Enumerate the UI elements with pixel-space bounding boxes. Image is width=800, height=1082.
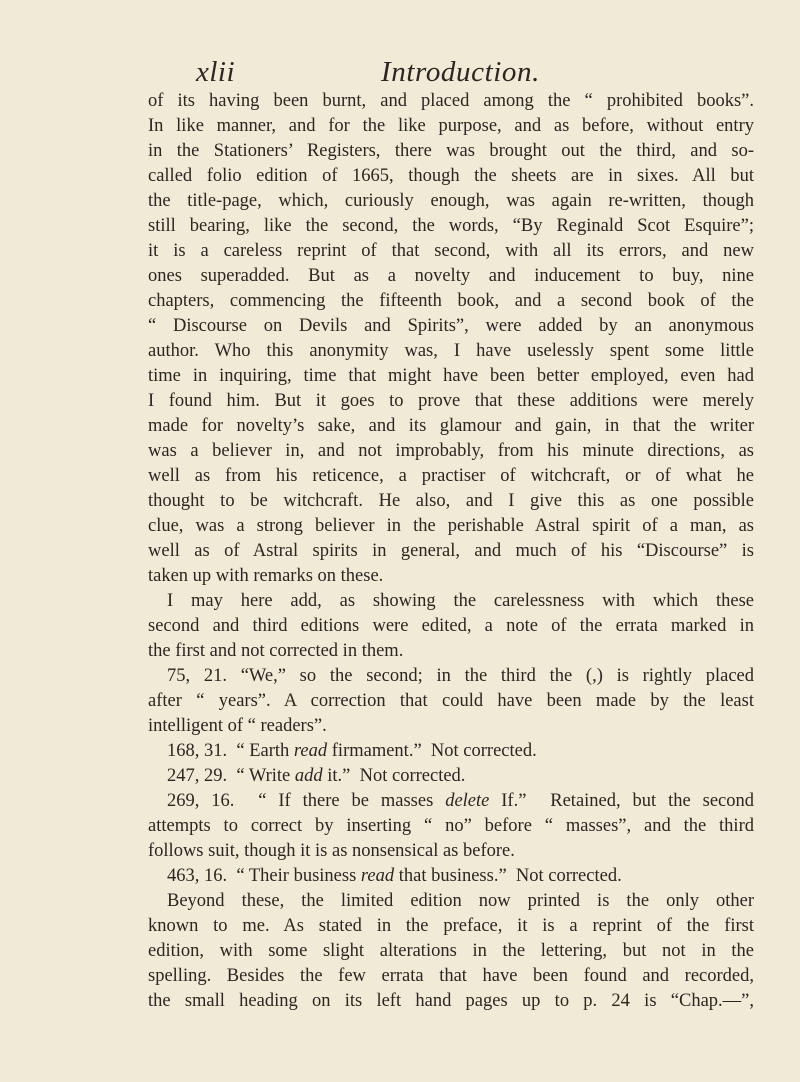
text-line: edition, with some slight alterations in the lettering, but not in the xyxy=(148,941,754,961)
text-line: time in inquiring, time that might have been better employed, even had xyxy=(148,366,754,386)
text-line: the first and not corrected in them. xyxy=(148,641,404,661)
text-line: called folio edition of 1665, though the sheets are in sixes. All but xyxy=(148,166,754,186)
text-line: author. Who this anonymity was, I have uselessly spent some little xyxy=(148,341,754,361)
erratum-247-29: 247, 29. “ Write add it.” Not corrected. xyxy=(167,766,466,786)
text-line: I found him. But it goes to prove that these additions were merely xyxy=(148,391,754,411)
text-line: intelligent of “ readers”. xyxy=(148,716,327,736)
text-line: well as of Astral spirits in general, and much of his “Discourse” is xyxy=(148,541,754,561)
text-line: in the Stationers’ Registers, there was brought out the third, and so- xyxy=(148,141,754,161)
text-line: well as from his reticence, a practiser of witchcraft, or of what he xyxy=(148,466,754,486)
erratum-463-16: 463, 16. “ Their business read that business.” Not corrected. xyxy=(167,866,622,886)
text-line: In like manner, and for the like purpose, and as before, without entry xyxy=(148,116,754,136)
text-line: after “ years”. A correction that could have been made by the least xyxy=(148,691,754,711)
page-number: xlii xyxy=(196,56,236,88)
text-line: taken up with remarks on these. xyxy=(148,566,384,586)
text-line: it is a careless reprint of that second, with all its errors, and new xyxy=(148,241,754,261)
text-line: thought to be witchcraft. He also, and I give this as one possible xyxy=(148,491,754,511)
text-line: was a believer in, and not improbably, from his minute directions, as xyxy=(148,441,754,461)
text-line: attempts to correct by inserting “ no” before “ masses”, and the third xyxy=(148,816,754,836)
text-line: I may here add, as showing the carelessness with which these xyxy=(167,591,754,611)
text-line: second and third editions were edited, a note of the errata marked in xyxy=(148,616,754,636)
text-line: still bearing, like the second, the words, “By Reginald Scot Esquire”; xyxy=(148,216,754,236)
text-line: spelling. Besides the few errata that have been found and recorded, xyxy=(148,966,754,986)
text-line: follows suit, though it is as nonsensical as before. xyxy=(148,841,515,861)
running-head: Introduction. xyxy=(381,56,540,88)
erratum-269-16: 269, 16. “ If there be masses delete If.” Retained, but the second xyxy=(167,791,754,811)
text-line: chapters, commencing the fifteenth book, and a second book of the xyxy=(148,291,754,311)
text-line: known to me. As stated in the preface, it is a reprint of the first xyxy=(148,916,754,936)
text-line: the small heading on its left hand pages up to p. 24 is “Chap.—”, xyxy=(148,991,754,1011)
text-line: Beyond these, the limited edition now printed is the only other xyxy=(167,891,754,911)
erratum-75-21: 75, 21. “We,” so the second; in the third the (,) is rightly placed xyxy=(167,666,754,686)
text-line: made for novelty’s sake, and its glamour and gain, in that the writer xyxy=(148,416,754,436)
text-line: ones superadded. But as a novelty and inducement to buy, nine xyxy=(148,266,754,286)
text-line: of its having been burnt, and placed among the “ prohibited books”. xyxy=(148,91,754,111)
text-line: the title-page, which, curiously enough, was again re-written, though xyxy=(148,191,754,211)
text-line: clue, was a strong believer in the perishable Astral spirit of a man, as xyxy=(148,516,754,536)
erratum-168-31: 168, 31. “ Earth read firmament.” Not corrected. xyxy=(167,741,537,761)
text-line: “ Discourse on Devils and Spirits”, were added by an anonymous xyxy=(148,316,754,336)
